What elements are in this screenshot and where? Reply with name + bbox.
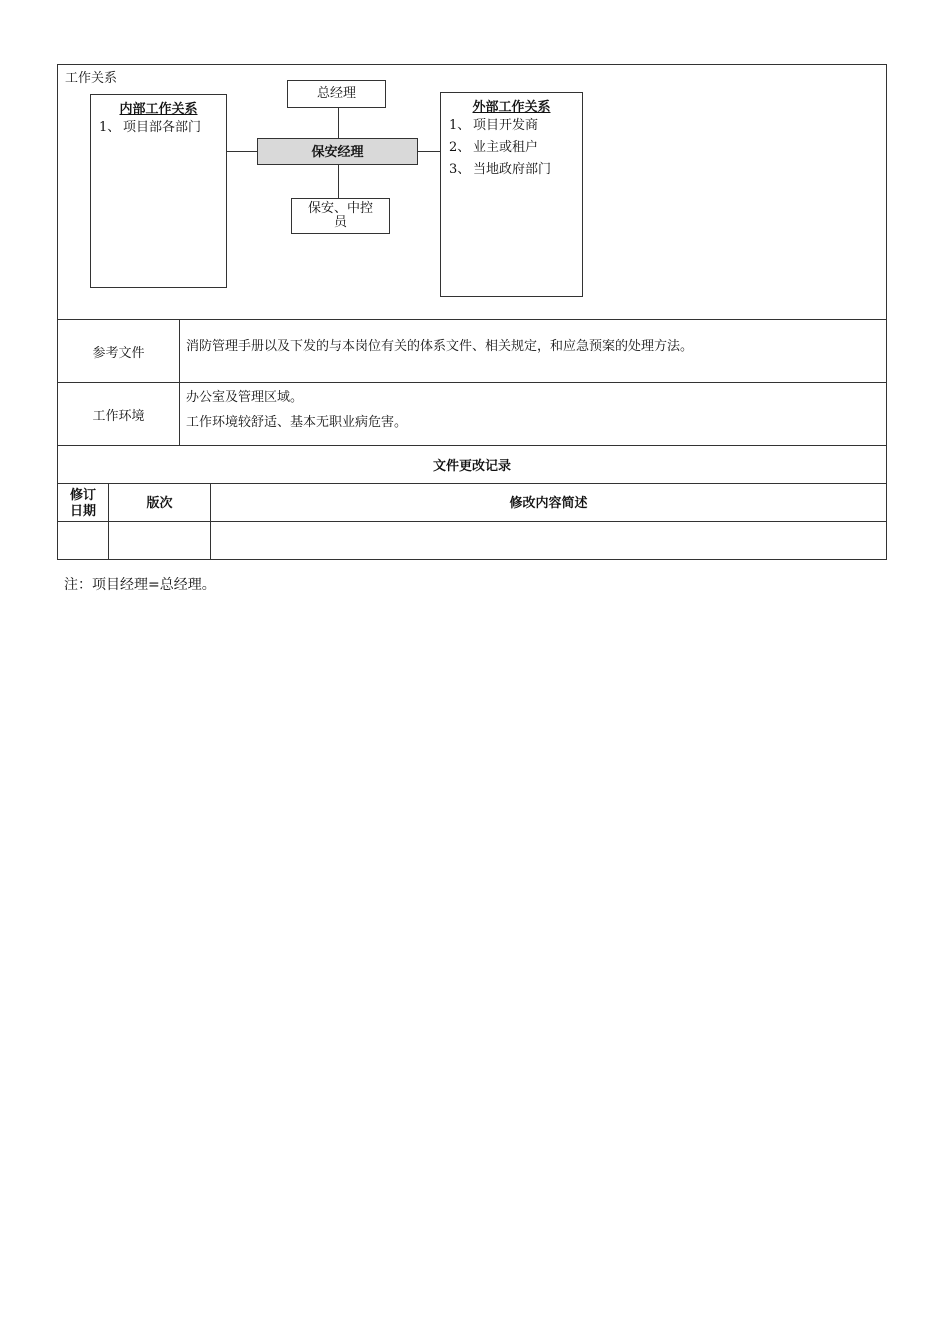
job-description-table — [57, 64, 887, 560]
external-relations-title: 外部工作关系 — [472, 99, 551, 114]
external-relation-item: 1、 项目开发商 — [449, 118, 539, 133]
org-node-general-manager: 总经理 — [287, 80, 386, 108]
reference-text: 消防管理手册以及下发的与本岗位有关的体系文件、相关规定，和应急预案的处理方法。 — [186, 339, 694, 354]
work-relations-heading: 工作关系 — [65, 71, 118, 86]
internal-relation-item: 1、 项目部各部门 — [99, 120, 202, 135]
external-relation-item: 3、 当地政府部门 — [449, 162, 552, 177]
cell-change-summary — [211, 522, 886, 559]
change-history-header-row — [58, 484, 886, 522]
header-version: 版次 — [109, 484, 211, 521]
org-node-security-staff: 保安、中控员 — [291, 198, 390, 234]
change-history-title: 文件更改记录 — [58, 446, 886, 484]
external-relations-box — [440, 92, 583, 297]
environment-line: 办公室及管理区域。 — [186, 390, 304, 405]
internal-relations-box — [90, 94, 227, 288]
change-history-row — [58, 522, 886, 559]
external-relation-item: 2、 业主或租户 — [449, 140, 539, 155]
org-connector-left — [227, 151, 257, 152]
header-revision-date: 修订日期 — [58, 484, 109, 521]
reference-content — [180, 320, 886, 382]
environment-line: 工作环境较舒适、基本无职业病危害。 — [186, 415, 408, 430]
environment-content — [180, 383, 886, 445]
header-change-summary: 修改内容简述 — [509, 494, 588, 510]
work-relations-section — [58, 65, 886, 320]
environment-row — [58, 383, 886, 446]
cell-revision-date — [58, 522, 109, 559]
org-node-security-manager: 保安经理 — [257, 138, 418, 165]
org-connector-bottom — [338, 165, 339, 198]
internal-relations-title: 内部工作关系 — [119, 101, 198, 116]
org-connector-right — [418, 151, 441, 152]
environment-label: 工作环境 — [58, 383, 180, 445]
cell-version — [109, 522, 211, 559]
reference-label: 参考文件 — [58, 320, 180, 382]
footnote: 注：项目经理=总经理。 — [64, 577, 216, 593]
org-connector-top — [338, 108, 339, 138]
reference-row — [58, 320, 886, 383]
